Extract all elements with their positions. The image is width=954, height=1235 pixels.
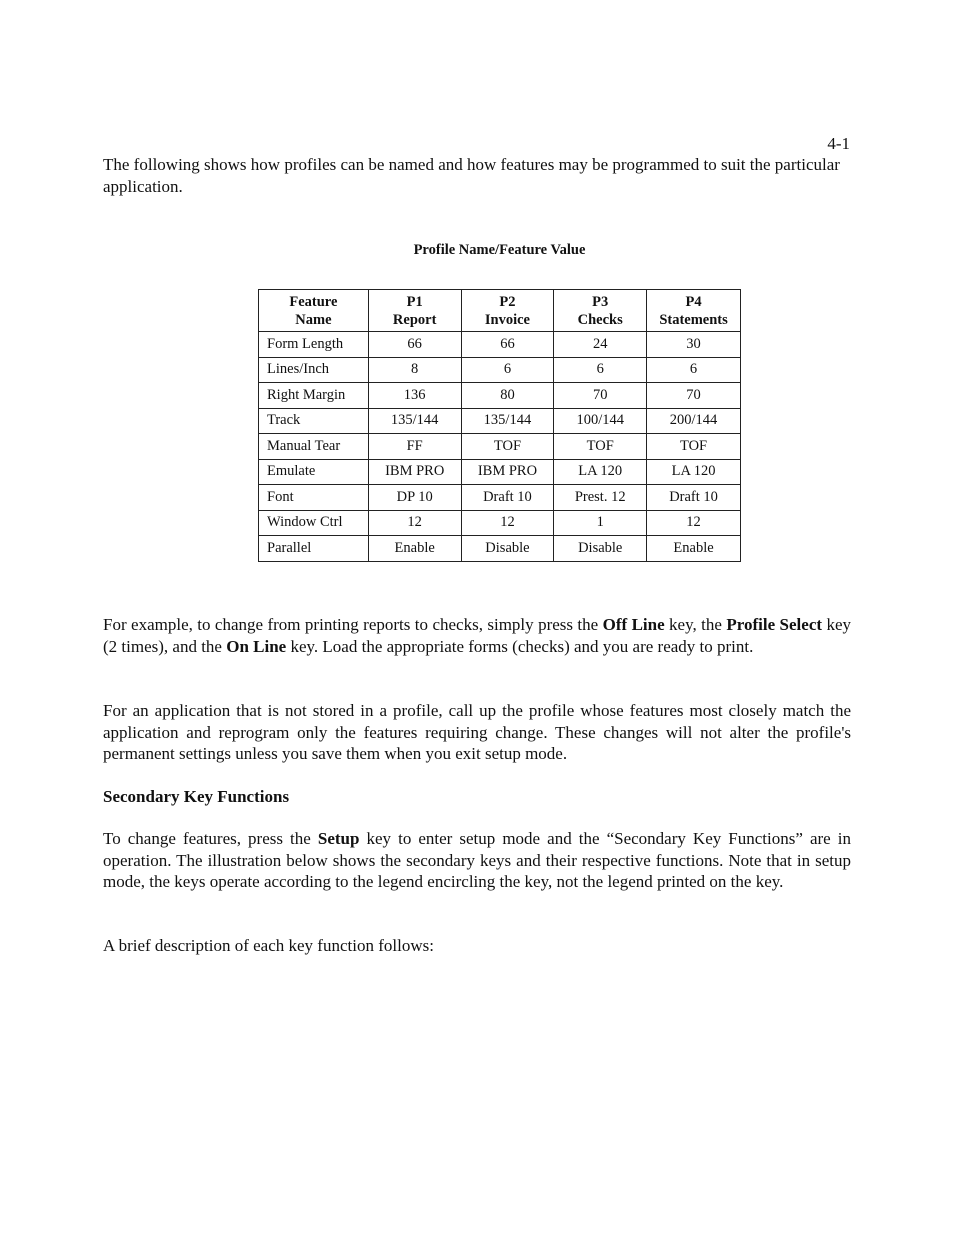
value-cell: LA 120 <box>554 459 647 485</box>
on-line-key-label: On Line <box>226 636 287 656</box>
feature-cell: Track <box>259 408 369 434</box>
page-number: 4-1 <box>827 134 850 153</box>
value-cell: IBM PRO <box>461 459 554 485</box>
value-cell: 12 <box>368 510 461 536</box>
value-cell: Prest. 12 <box>554 485 647 511</box>
value-cell: Disable <box>554 536 647 562</box>
profile-table <box>258 289 741 562</box>
value-cell: FF <box>368 434 461 460</box>
value-cell: TOF <box>647 434 741 460</box>
application-paragraph: For an application that is not stored in a profile, call up the profile whose features most closely match the application and reprogram only the features requiring change. These changes will not alter the profile's permanent settings unless you save them when you exit setup mode. <box>103 701 851 763</box>
value-cell: 12 <box>461 510 554 536</box>
feature-cell: Parallel <box>259 536 369 562</box>
feature-cell: Font <box>259 485 369 511</box>
value-cell: 6 <box>647 357 741 383</box>
off-line-key-label: Off Line <box>602 615 665 634</box>
value-cell: TOF <box>554 434 647 460</box>
value-cell: 100/144 <box>554 408 647 434</box>
feature-cell: Window Ctrl <box>259 510 369 536</box>
value-cell: LA 120 <box>647 459 741 485</box>
header-feature-name: Feature Name <box>259 290 369 332</box>
table-row <box>259 485 741 511</box>
feature-cell: Form Length <box>259 332 369 358</box>
header-p4: P4 Statements <box>647 290 741 332</box>
brief-description-paragraph: A brief description of each key function follows: <box>103 936 434 955</box>
intro-paragraph: The following shows how profiles can be named and how features may be programmed to suit the particular application. <box>103 155 840 196</box>
table-row <box>259 459 741 485</box>
table-row <box>259 434 741 460</box>
table-row <box>259 510 741 536</box>
secondary-key-functions-heading: Secondary Key Functions <box>103 787 290 806</box>
setup-key-label: Setup <box>317 829 360 848</box>
value-cell: 135/144 <box>368 408 461 434</box>
table-row <box>259 408 741 434</box>
value-cell: TOF <box>461 434 554 460</box>
table-row <box>259 332 741 358</box>
table-row <box>259 357 741 383</box>
value-cell: 66 <box>368 332 461 358</box>
value-cell: Enable <box>647 536 741 562</box>
feature-cell: Manual Tear <box>259 434 369 460</box>
value-cell: 8 <box>368 357 461 383</box>
feature-cell: Lines/Inch <box>259 357 369 383</box>
feature-cell: Right Margin <box>259 383 369 409</box>
header-p2: P2 Invoice <box>461 290 554 332</box>
header-p1: P1 Report <box>368 290 461 332</box>
value-cell: Enable <box>368 536 461 562</box>
value-cell: 12 <box>647 510 741 536</box>
value-cell: IBM PRO <box>368 459 461 485</box>
value-cell: 6 <box>461 357 554 383</box>
value-cell: 66 <box>461 332 554 358</box>
value-cell: 135/144 <box>461 408 554 434</box>
feature-cell: Emulate <box>259 459 369 485</box>
profile-select-key-label: Profile Select <box>726 615 823 634</box>
value-cell: Draft 10 <box>647 485 741 511</box>
table-row <box>259 383 741 409</box>
table-title: Profile Name/Feature Value <box>413 242 586 258</box>
value-cell: 80 <box>461 383 554 409</box>
value-cell: 30 <box>647 332 741 358</box>
value-cell: Draft 10 <box>461 485 554 511</box>
value-cell: 70 <box>554 383 647 409</box>
value-cell: 6 <box>554 357 647 383</box>
value-cell: 70 <box>647 383 741 409</box>
value-cell: 136 <box>368 383 461 409</box>
value-cell: Disable <box>461 536 554 562</box>
value-cell: DP 10 <box>368 485 461 511</box>
value-cell: 200/144 <box>647 408 741 434</box>
table-row <box>259 536 741 562</box>
value-cell: 24 <box>554 332 647 358</box>
example-paragraph: For example, to change from printing reports to checks, simply press the Off Line key, the Profile Select key (2 times), and the On Line key. Load the appropriate forms (checks) and you are ready to print. <box>103 615 851 656</box>
header-p3: P3 Checks <box>554 290 647 332</box>
value-cell: 1 <box>554 510 647 536</box>
table-header-row <box>259 290 741 332</box>
change-features-paragraph: To change features, press the Setup key to enter setup mode and the “Secondary Key Functions” are in operation. The illustration below shows the secondary keys and their respective functions. Note that in setup mode, the keys operate according to the legend encircling the key, not the legend printed on the key. <box>103 829 851 891</box>
